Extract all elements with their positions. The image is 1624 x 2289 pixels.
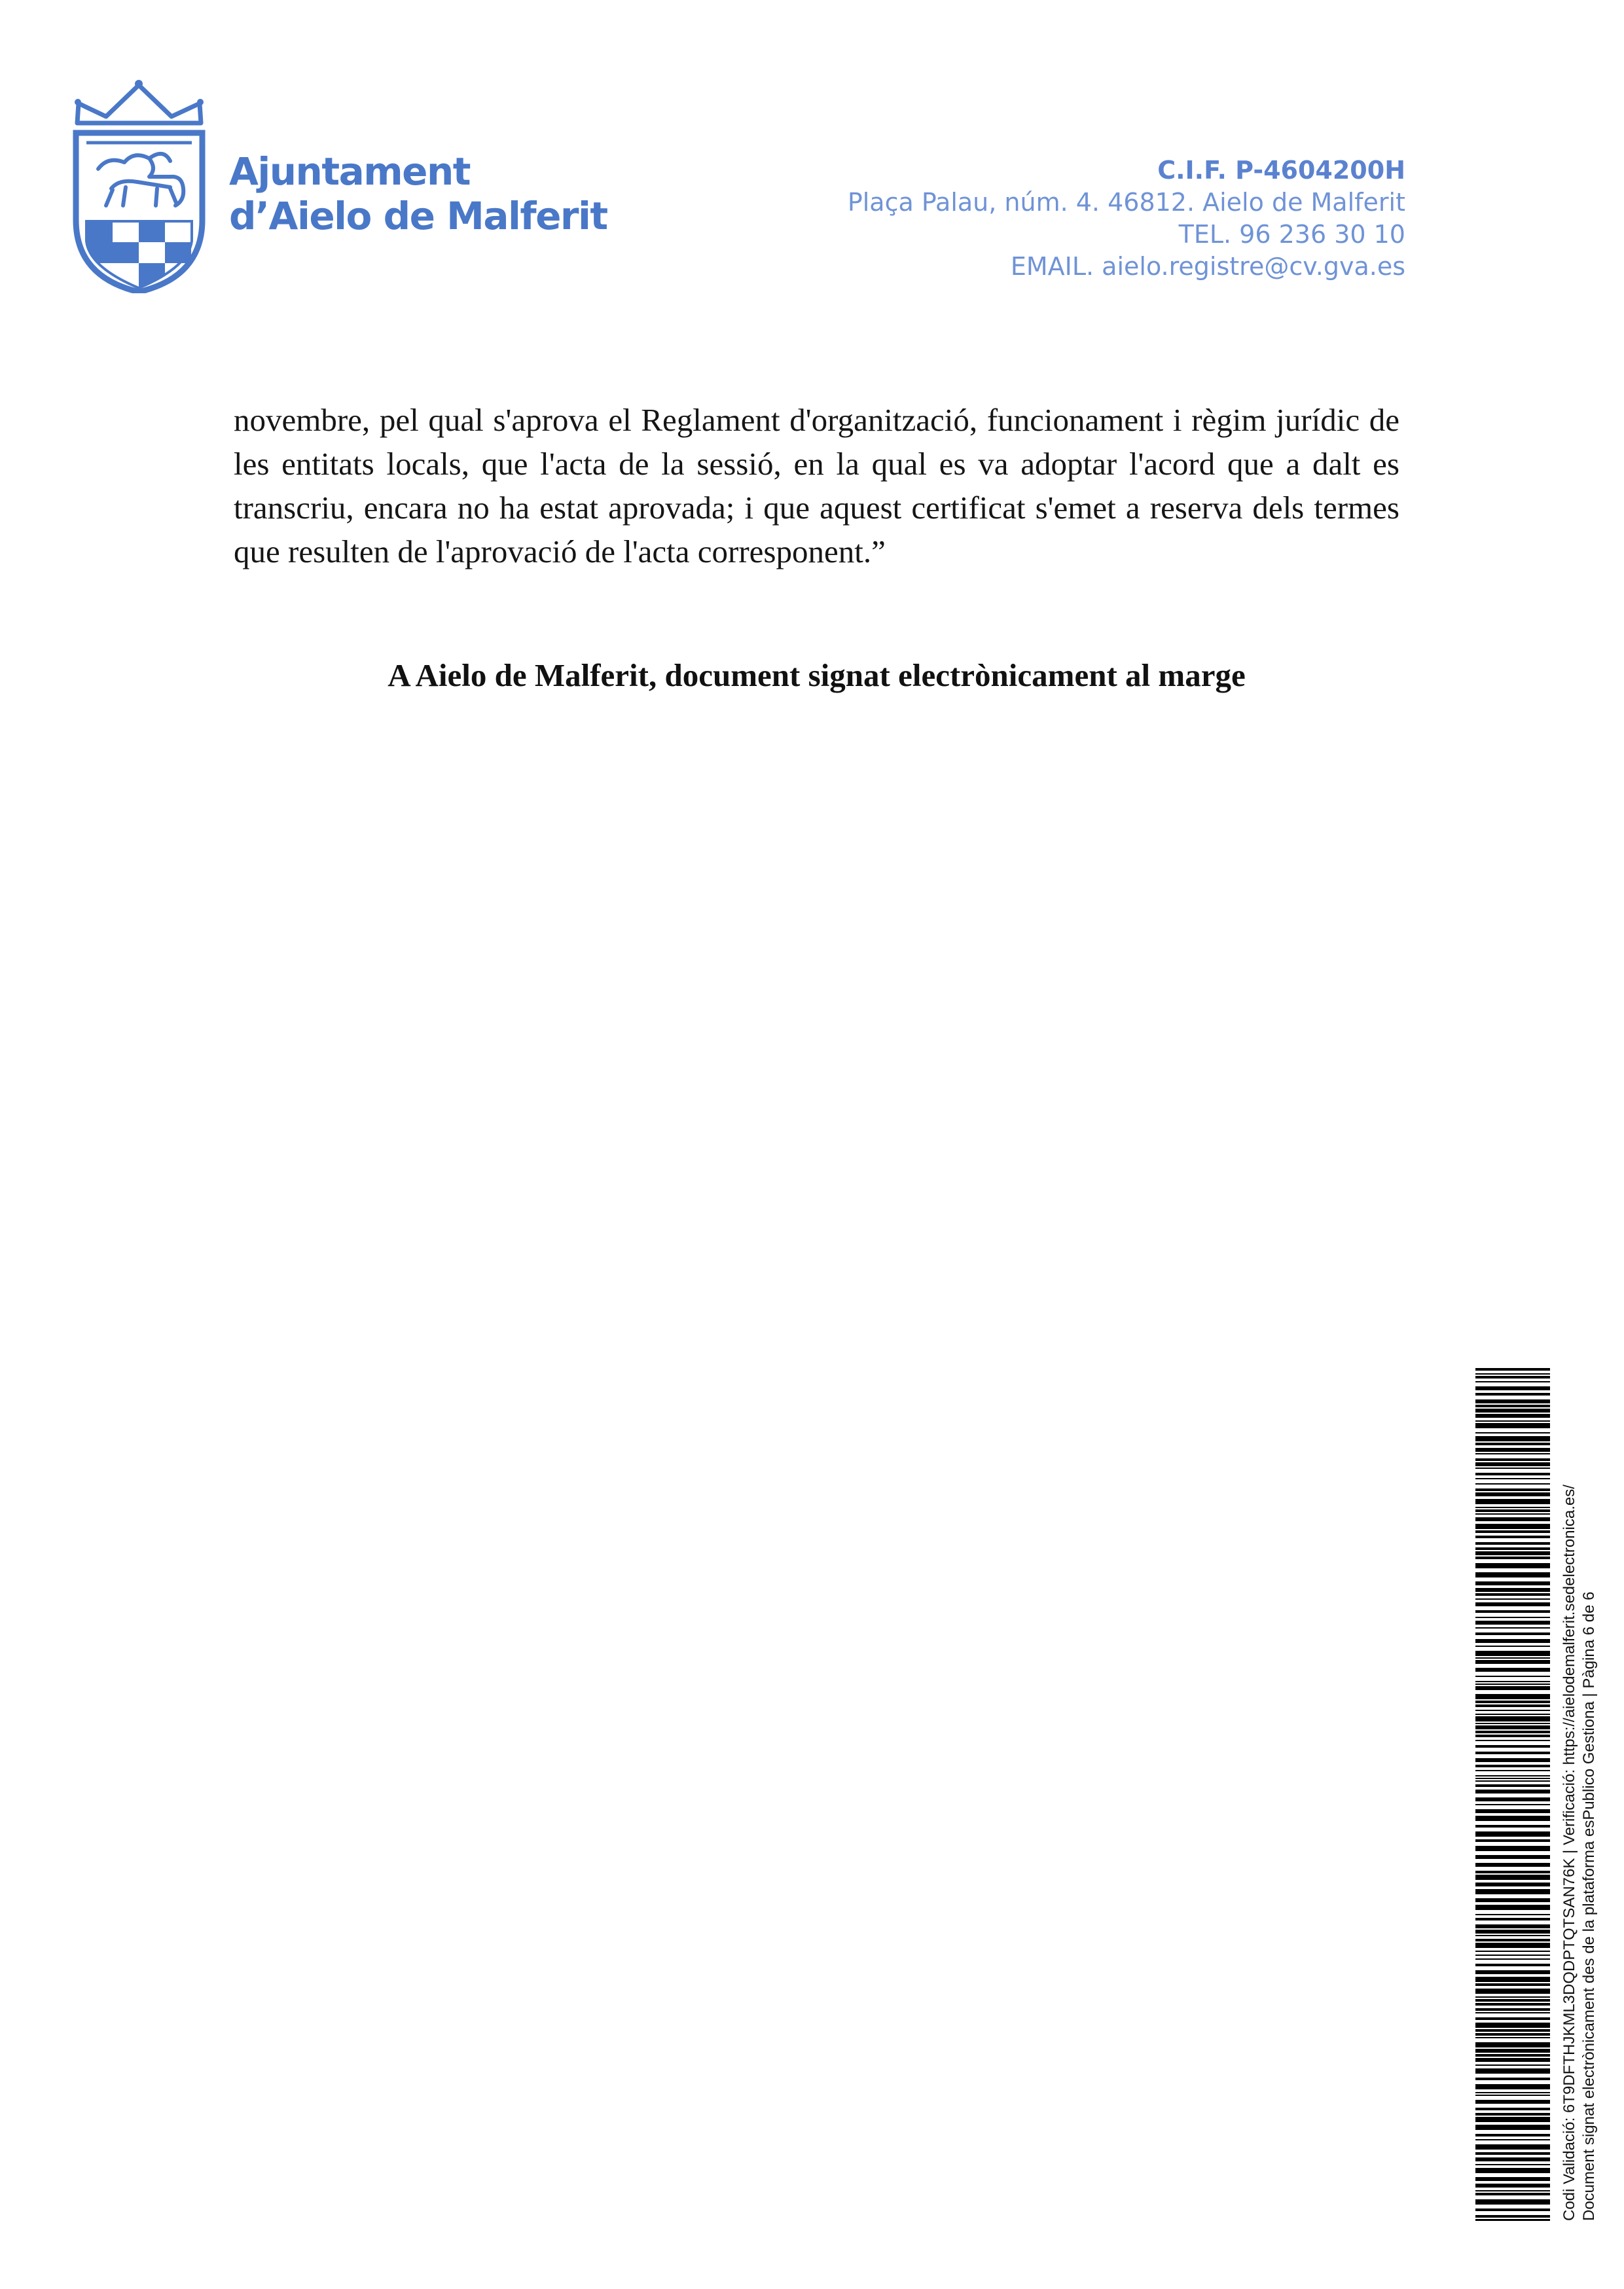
validation-code-line: Codi Validació: 6T9DFTHJKML3DQDPTQTSAN76K | Verificació: https://aielodemalferit.sedelectronica.es/ — [1561, 1485, 1578, 2221]
barcode-bar — [1475, 1735, 1550, 1737]
barcode-bar — [1475, 1588, 1550, 1592]
barcode-bar — [1475, 1627, 1550, 1629]
barcode-bar — [1475, 1524, 1550, 1529]
phone: TEL. 96 236 30 10 — [1178, 220, 1405, 249]
address: Plaça Palau, núm. 4. 46812. Aielo de Malferit — [847, 188, 1405, 217]
barcode-bar — [1475, 2168, 1550, 2173]
barcode-icon — [1475, 1368, 1550, 2221]
barcode-bar — [1475, 1704, 1550, 1707]
barcode-bar — [1475, 1478, 1550, 1479]
barcode-bar — [1475, 1758, 1550, 1762]
barcode-bar — [1475, 1694, 1550, 1699]
barcode-bar — [1475, 1610, 1550, 1613]
barcode-bar — [1475, 1458, 1550, 1461]
barcode-bar — [1475, 2108, 1550, 2110]
barcode-bar — [1475, 1668, 1550, 1672]
barcode-bar — [1475, 1492, 1550, 1496]
barcode-bar — [1475, 1536, 1550, 1538]
barcode-bar — [1475, 1905, 1550, 1910]
contact-block — [848, 154, 1405, 283]
barcode-bar — [1475, 2190, 1550, 2191]
barcode-bar — [1475, 1846, 1550, 1851]
organization-name-line2: d’Aielo de Malferit — [229, 194, 607, 238]
barcode-bar — [1475, 1935, 1550, 1936]
barcode-bar — [1475, 1547, 1550, 1550]
barcode-bar — [1475, 2017, 1550, 2020]
barcode-bar — [1475, 1468, 1550, 1469]
barcode-bar — [1475, 1999, 1550, 2002]
barcode-bar — [1475, 2199, 1550, 2205]
barcode-bar — [1475, 1462, 1550, 1466]
barcode-bar — [1475, 2134, 1550, 2136]
barcode-bar — [1475, 1977, 1550, 1982]
barcode-bar — [1475, 2042, 1550, 2047]
barcode-bar — [1475, 2095, 1550, 2096]
email: EMAIL. aielo.registre@cv.gva.es — [1010, 252, 1405, 281]
barcode-bar — [1475, 1745, 1550, 1748]
barcode-bar — [1475, 1676, 1550, 1677]
barcode-bar — [1475, 2184, 1550, 2188]
barcode-bar — [1475, 1710, 1550, 1711]
barcode-bar — [1475, 1740, 1550, 1741]
barcode-bar — [1475, 1855, 1550, 1859]
barcode-bar — [1475, 1488, 1550, 1491]
barcode-bar — [1475, 1780, 1550, 1782]
body-paragraph: novembre, pel qual s'aprova el Reglament d'organització, funcionament i règim jurídic de les entitats locals, que l'acta de la sessió, en la qual es va adoptar l'acord que a dalt es transcriu, encara no ha estat aprovada; i que aquest certificat s'emet a reserva dels termes que resulten de l'aprovació de l'acta corresponent.” — [234, 402, 1399, 569]
organization-name-line1: Ajuntament — [229, 149, 471, 194]
barcode-bar — [1475, 1453, 1550, 1454]
barcode-bar — [1475, 2054, 1550, 2057]
barcode-bar — [1475, 1423, 1550, 1428]
barcode-bar — [1475, 2125, 1550, 2130]
barcode-bar — [1475, 1930, 1550, 1934]
barcode-bar — [1475, 1405, 1550, 1407]
barcode-bar — [1475, 1871, 1550, 1873]
barcode-bar — [1475, 1632, 1550, 1635]
barcode-bar — [1475, 1924, 1550, 1928]
barcode-bar — [1475, 1572, 1550, 1577]
barcode-bar — [1475, 1996, 1550, 1998]
barcode-bar — [1475, 2008, 1550, 2011]
barcode-bar — [1475, 2100, 1550, 2104]
barcode-bar — [1475, 1617, 1550, 1618]
barcode-bar — [1475, 1809, 1550, 1813]
barcode-bar — [1475, 1875, 1550, 1880]
barcode-bar — [1475, 2215, 1550, 2218]
barcode-bar — [1475, 2033, 1550, 2036]
barcode-bar — [1475, 1551, 1550, 1555]
barcode-bar — [1475, 1951, 1550, 1952]
barcode-bar — [1475, 1943, 1550, 1948]
barcode-bar — [1475, 1420, 1550, 1422]
barcode-bar — [1475, 1752, 1550, 1754]
barcode-bar — [1475, 1816, 1550, 1821]
barcode-bar — [1475, 1914, 1550, 1915]
barcode-bar — [1475, 1723, 1550, 1724]
barcode-bar — [1475, 1939, 1550, 1941]
barcode-bar — [1475, 1701, 1550, 1703]
barcode-bar — [1475, 1784, 1550, 1787]
closing-statement: A Aielo de Malferit, document signat electrònicament al marge — [388, 657, 1246, 693]
barcode-bar — [1475, 1989, 1550, 1994]
barcode-bar — [1475, 1681, 1550, 1682]
barcode-bar — [1475, 2092, 1550, 2093]
barcode-bar — [1475, 1790, 1550, 1793]
barcode-bar — [1475, 1651, 1550, 1656]
barcode-bar — [1475, 1958, 1550, 1960]
barcode-bar — [1475, 1839, 1550, 1842]
barcode-bar — [1475, 2023, 1550, 2028]
barcode-bar — [1475, 1716, 1550, 1721]
barcode-bar — [1475, 2177, 1550, 2181]
barcode-bar — [1475, 1918, 1550, 1920]
barcode-bar — [1475, 2144, 1550, 2150]
barcode-bar — [1475, 1373, 1550, 1375]
barcode-bar — [1475, 1376, 1550, 1379]
barcode-bar — [1475, 2208, 1550, 2211]
barcode-bar — [1475, 1646, 1550, 1647]
barcode-bar — [1475, 1432, 1550, 1433]
barcode-bar — [1475, 1473, 1550, 1475]
barcode-bar — [1475, 1686, 1550, 1690]
barcode-bar — [1475, 1970, 1550, 1974]
barcode-bar — [1475, 1765, 1550, 1767]
barcode-bar — [1475, 1381, 1550, 1382]
barcode-bar — [1475, 1386, 1550, 1390]
barcode-bar — [1475, 2152, 1550, 2155]
barcode-bar — [1475, 1513, 1550, 1515]
barcode-bar — [1475, 1542, 1550, 1545]
barcode-bar — [1475, 2049, 1550, 2053]
barcode-bar — [1475, 1436, 1550, 1441]
barcode-bar — [1475, 1863, 1550, 1867]
barcode-bar — [1475, 1563, 1550, 1568]
barcode-bar — [1475, 1770, 1550, 1771]
barcode-bar — [1475, 1499, 1550, 1504]
barcode-bar — [1475, 2117, 1550, 2122]
validation-footer — [1560, 1485, 1599, 2221]
barcode-bar — [1475, 1714, 1550, 1715]
barcode-bar — [1475, 1825, 1550, 1828]
barcode-bar — [1475, 2003, 1550, 2006]
barcode-bar — [1475, 2068, 1550, 2074]
barcode-bar — [1475, 1955, 1550, 1956]
organization-name — [229, 149, 607, 238]
barcode-bar — [1475, 2139, 1550, 2140]
barcode-bar — [1475, 1889, 1550, 1894]
barcode-bar — [1475, 1983, 1550, 1986]
barcode-bar — [1475, 1517, 1550, 1521]
cif-number: C.I.F. P-4604200H — [1157, 156, 1405, 185]
barcode-bar — [1475, 1621, 1550, 1625]
barcode-bar — [1475, 1448, 1550, 1452]
barcode-bar — [1475, 1639, 1550, 1643]
barcode-bar — [1475, 1964, 1550, 1966]
barcode-bar — [1475, 1409, 1550, 1413]
barcode-bar — [1475, 2219, 1550, 2221]
barcode-bar — [1475, 1399, 1550, 1403]
barcode-bar — [1475, 1797, 1550, 1801]
barcode-bar — [1475, 1731, 1550, 1733]
barcode-bar — [1475, 1831, 1550, 1837]
coat-of-arms-icon — [72, 77, 206, 293]
barcode-bar — [1475, 2193, 1550, 2195]
barcode-bar — [1475, 1483, 1550, 1485]
barcode-bar — [1475, 1393, 1550, 1396]
barcode-bar — [1475, 2084, 1550, 2089]
barcode-bar — [1475, 1883, 1550, 1886]
barcode-bar — [1475, 1725, 1550, 1729]
barcode-bar — [1475, 1598, 1550, 1600]
barcode-bar — [1475, 1684, 1550, 1685]
barcode-bar — [1475, 1775, 1550, 1776]
barcode-bar — [1475, 1581, 1550, 1585]
barcode-bar — [1475, 1657, 1550, 1659]
barcode-bar — [1475, 2037, 1550, 2038]
barcode-bar — [1475, 2058, 1550, 2062]
barcode-bar — [1475, 1898, 1550, 1902]
barcode-bar — [1475, 1557, 1550, 1559]
barcode-bar — [1475, 2029, 1550, 2032]
barcode-bar — [1475, 1414, 1550, 1418]
validation-platform-line: Document signat electrònicament des de la plataforma esPublico Gestiona | Pàgina 6 de 6 — [1580, 1591, 1598, 2221]
barcode-bar — [1475, 1602, 1550, 1606]
barcode-bar — [1475, 1507, 1550, 1508]
barcode-bar — [1475, 1443, 1550, 1445]
barcode-bar — [1475, 2078, 1550, 2080]
barcode-bar — [1475, 2064, 1550, 2066]
barcode-bar — [1475, 1778, 1550, 1779]
barcode-bar — [1475, 1530, 1550, 1533]
barcode-bar — [1475, 1660, 1550, 1664]
barcode-bar — [1475, 2113, 1550, 2116]
barcode-bar — [1475, 1593, 1550, 1596]
barcode-bar — [1475, 1804, 1550, 1805]
barcode-bar — [1475, 2164, 1550, 2165]
barcode-bar — [1475, 1509, 1550, 1512]
barcode-bar — [1475, 2012, 1550, 2013]
barcode-bar — [1475, 2157, 1550, 2161]
barcode-bar — [1475, 1368, 1550, 1371]
